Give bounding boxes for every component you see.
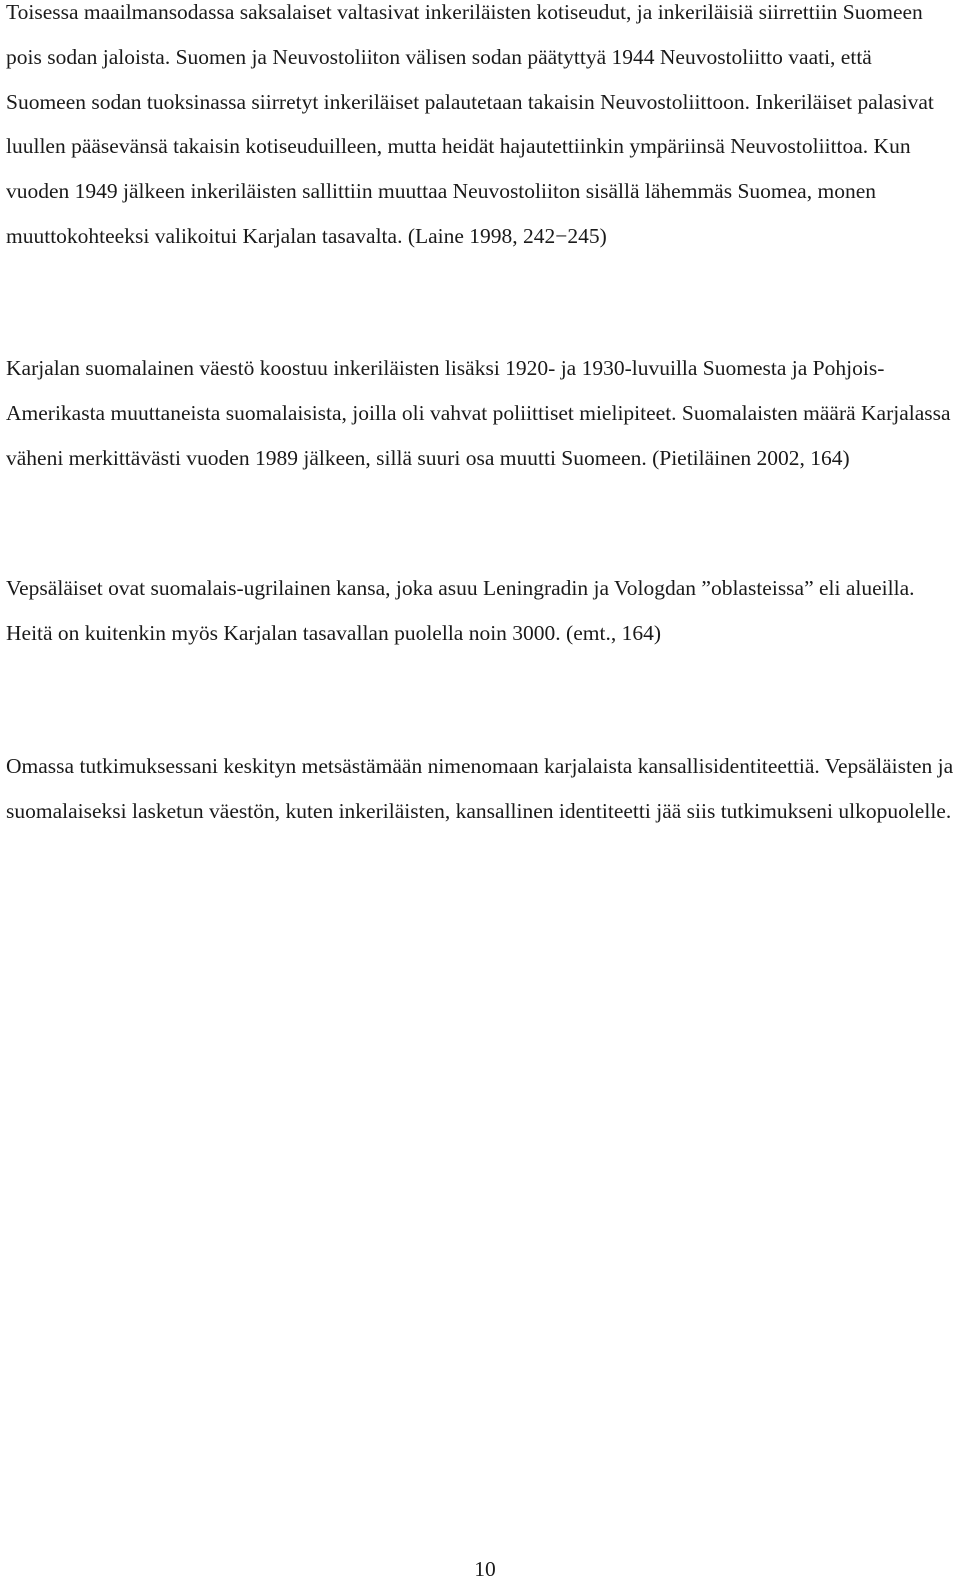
- paragraph-inkerilaiset: Toisessa maailmansodassa saksalaiset valtasivat inkeriläisten kotiseudut, ja inkeriläisiä siirrettiin Suomeen pois sodan jaloista. Suomen ja Neuvostoliiton välisen sodan päätyttyä 1944 Neuvostoliitto vaati, että Suomeen sodan tuoksinassa siirretyt inkeriläiset palautetaan takaisin Neuvostoliittoon. Inkeriläiset palasivat luullen pääsevänsä takaisin kotiseuduilleen, mutta heidät hajautettiinkin ympäriinsä Neuvostoliittoa. Kun vuoden 1949 jälkeen inkeriläisten sallittiin muuttaa Neuvostoliiton sisällä lähemmäs Suomea, monen muuttokohteeksi valikoitui Karjalan tasavalta. (Laine 1998, 242−245): [6, 0, 934, 248]
- paragraph-vepsalaiset: Vepsäläiset ovat suomalais-ugrilainen kansa, joka asuu Leningradin ja Vologdan ”oblasteissa” eli alueilla. Heitä on kuitenkin myös Karjalan tasavallan puolella noin 3000. (emt., 164): [6, 576, 915, 645]
- page-number: 10: [474, 1557, 496, 1581]
- paragraph-karjalan-suomalaiset: Karjalan suomalainen väestö koostuu inkeriläisten lisäksi 1920- ja 1930-luvuilla Suomesta ja Pohjois-Amerikasta muuttaneista suomalaisista, joilla oli vahvat poliittiset mielipiteet. Suomalaisten määrä Karjalassa väheni merkittävästi vuoden 1989 jälkeen, sillä suuri osa muutti Suomeen. (Pietiläinen 2002, 164): [6, 356, 951, 470]
- paragraph-tutkimuksen-rajaus: Omassa tutkimuksessani keskityn metsästämään nimenomaan karjalaista kansallisidentiteettiä. Vepsäläisten ja suomalaiseksi lasketun väestön, kuten inkeriläisten, kansallinen identiteetti jää siis tutkimukseni ulkopuolelle.: [6, 754, 954, 823]
